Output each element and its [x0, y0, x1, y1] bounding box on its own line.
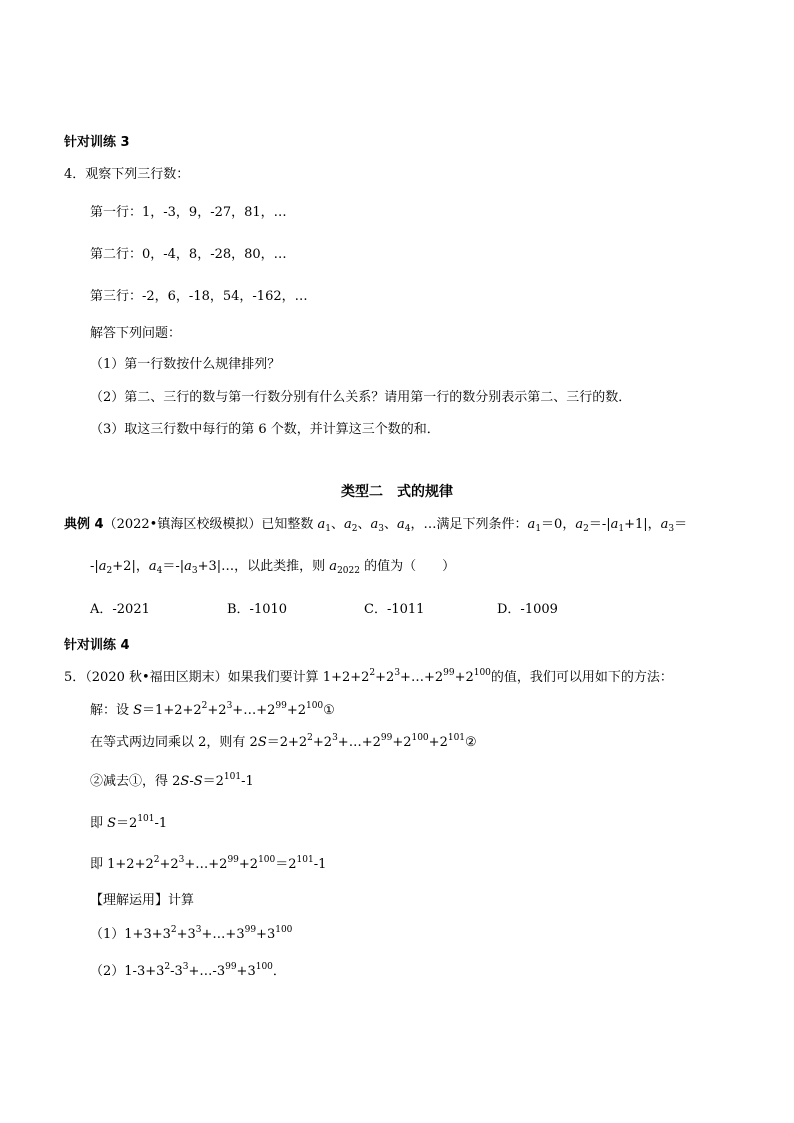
- example4-line1: 典例 4（2022•镇海区校级模拟）已知整数 $a_1$、$a_2$、$a_3$、$a_4$，…满足下列条件：$a_1=0$，$a_2=-|a_1+1|$，$a_3=$: [64, 517, 688, 534]
- solution-line3: ②减去①，得 $2S-S=2^{101}-1$: [90, 772, 254, 789]
- section-title: 类型二 式的规律: [341, 484, 453, 500]
- solution-line4: 即 $S=2^{101}-1$: [90, 814, 168, 831]
- option-b: B．-1010: [227, 602, 288, 617]
- example4-label: 典例 4: [64, 517, 104, 532]
- solution-line5: 即 $1+2+2^2+2^3+\dots+2^{99}+2^{100}=2^{101}-1$: [90, 855, 327, 872]
- row2-text: 第二行：0，-4，8，-28，80，…: [90, 247, 287, 262]
- understand-heading: 【理解运用】计算: [90, 893, 195, 908]
- example4-line2: $-|a_2+2|$，$a_4=-|a_3+3|\dots$，以此类推，则 $a_{2022}$ 的值为（ ）: [90, 559, 456, 576]
- solution-line2: 在等式两边同乘以 2，则有 $2S=2+2^2+2^3+\dots+2^{99}+2^{100}+2^{101}②$: [90, 733, 477, 750]
- training3-heading: 针对训练 3: [64, 135, 130, 150]
- calc-2: $(2)1-3+3^2-3^3+\dots-3^{99}+3^{100}$．: [90, 962, 286, 979]
- question-4: 4．观察下列三行数：: [64, 167, 190, 182]
- option-c: C．-1011: [364, 602, 425, 617]
- question-5: 5．（2020 秋•福田区期末）如果我们要计算 $1+2+2^2+2^3+\dots+2^{99}+2^{100}$的值，我们可以用如下的方法：: [64, 668, 673, 685]
- sub-question-2: （2）第二、三行的数与第一行数分别有什么关系？请用第一行的数分别表示第二、三行的数．: [90, 390, 632, 405]
- row1-text: 第一行：1，-3，9，-27，81，…: [90, 205, 287, 220]
- solution-line1: 解：设 $S=1+2+2^2+2^3+\dots+2^{99}+2^{100}①$: [90, 701, 335, 718]
- answer-prompt: 解答下列问题：: [90, 326, 182, 341]
- example4-source: （2022•镇海区校级模拟）已知整数: [103, 517, 314, 532]
- calc-1: $(1)1+3+3^2+3^3+\dots+3^{99}+3^{100}$: [90, 925, 293, 942]
- option-d: D．-1009: [497, 602, 558, 617]
- option-a: A．-2021: [90, 602, 150, 617]
- sub-question-1: （1）第一行数按什么规律排列？: [90, 357, 281, 372]
- sub-question-3: （3）取这三行数中每行的第 6 个数，并计算这三个数的和．: [90, 422, 440, 437]
- training4-heading: 针对训练 4: [64, 638, 130, 653]
- row3-text: 第三行：-2，6，-18，54，-162，…: [90, 289, 308, 304]
